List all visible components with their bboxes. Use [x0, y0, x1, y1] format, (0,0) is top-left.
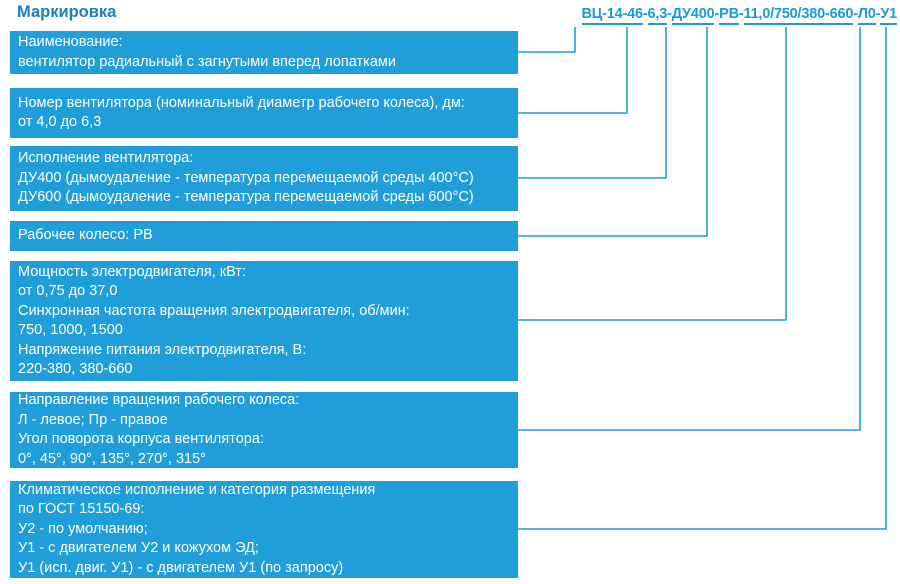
- code-separator: -: [714, 6, 720, 22]
- box-line: ДУ400 (дымоудаление - температура перемещаемой среды 400°С): [18, 169, 474, 186]
- connector-line-rotation: [518, 27, 860, 430]
- connector-line-fan-number: [518, 27, 627, 113]
- code-segment-impeller: РВ: [719, 6, 739, 25]
- box-line: Наименование:: [18, 34, 123, 50]
- info-box-name: [10, 31, 518, 74]
- connector-line-motor: [518, 27, 786, 320]
- box-line: от 0,75 до 37,0: [18, 283, 118, 299]
- box-line: 220-380, 380-660: [18, 361, 133, 377]
- info-box-motor: [10, 261, 518, 381]
- info-box-fan-number: [10, 88, 518, 138]
- code-separator: -: [853, 6, 858, 22]
- product-code: [582, 6, 898, 25]
- box-line: Мощность электродвигателя, кВт:: [18, 263, 246, 280]
- box-line: по ГОСТ 15150-69:: [18, 501, 145, 518]
- box-line: У1 - с двигателем У2 и кожухом ЭД;: [18, 540, 259, 557]
- box-line: 750, 1000, 1500: [18, 322, 123, 338]
- code-separator: -: [738, 6, 744, 22]
- box-line: ДУ600 (дымоудаление - температура перемещаемой среды 600°С): [18, 189, 474, 206]
- code-separator: -: [875, 6, 881, 22]
- code-segment-rotation: Л0: [858, 6, 876, 25]
- box-line: вентилятор радиальный с загнутыми вперед лопатками: [18, 53, 396, 70]
- connector-line-climate: [518, 27, 886, 529]
- box-line: У1 (исп. двиг. У1) - с двигателем У1 (по запросу): [18, 559, 344, 576]
- connector-line-impeller: [518, 27, 707, 236]
- info-box-impeller: [10, 221, 518, 251]
- code-segment-fan-number: 6,3: [648, 6, 668, 25]
- box-line: У2 - по умолчанию;: [18, 520, 148, 537]
- connector-line-design: [518, 27, 666, 178]
- code-segment-climate: У1: [880, 6, 897, 25]
- code-separator: -: [667, 6, 672, 22]
- code-segment-design: ДУ400: [672, 6, 715, 25]
- info-box-rotation: [10, 392, 518, 468]
- info-box-climate: [10, 481, 518, 578]
- code-segment-name: ВЦ-14-46: [582, 6, 643, 25]
- box-line: Климатическое исполнение и категория размещения: [18, 481, 376, 498]
- box-line: 0°, 45°, 90°, 135°, 270°, 315°: [18, 450, 206, 467]
- box-line: Номер вентилятора (номинальный диаметр рабочего колеса), дм:: [18, 94, 465, 111]
- box-line: Направление вращения рабочего колеса:: [18, 392, 300, 408]
- box-line: Рабочее колесо: РВ: [18, 227, 153, 244]
- box-line: Напряжение питания электродвигателя, В:: [18, 341, 307, 358]
- info-box-design: [10, 146, 518, 211]
- connector-line-name: [518, 27, 575, 52]
- code-segment-motor: 11,0/750/380-660: [744, 6, 854, 25]
- box-line: Исполнение вентилятора:: [18, 150, 194, 167]
- box-line: Синхронная частота вращения электродвигателя, об/мин:: [18, 302, 410, 319]
- box-line: от 4,0 до 6,3: [18, 114, 102, 130]
- page-title: Маркировка: [17, 3, 117, 21]
- box-line: Угол поворота корпуса вентилятора:: [18, 431, 264, 447]
- box-line: Л - левое; Пр - правое: [18, 411, 168, 428]
- code-separator: -: [642, 6, 648, 22]
